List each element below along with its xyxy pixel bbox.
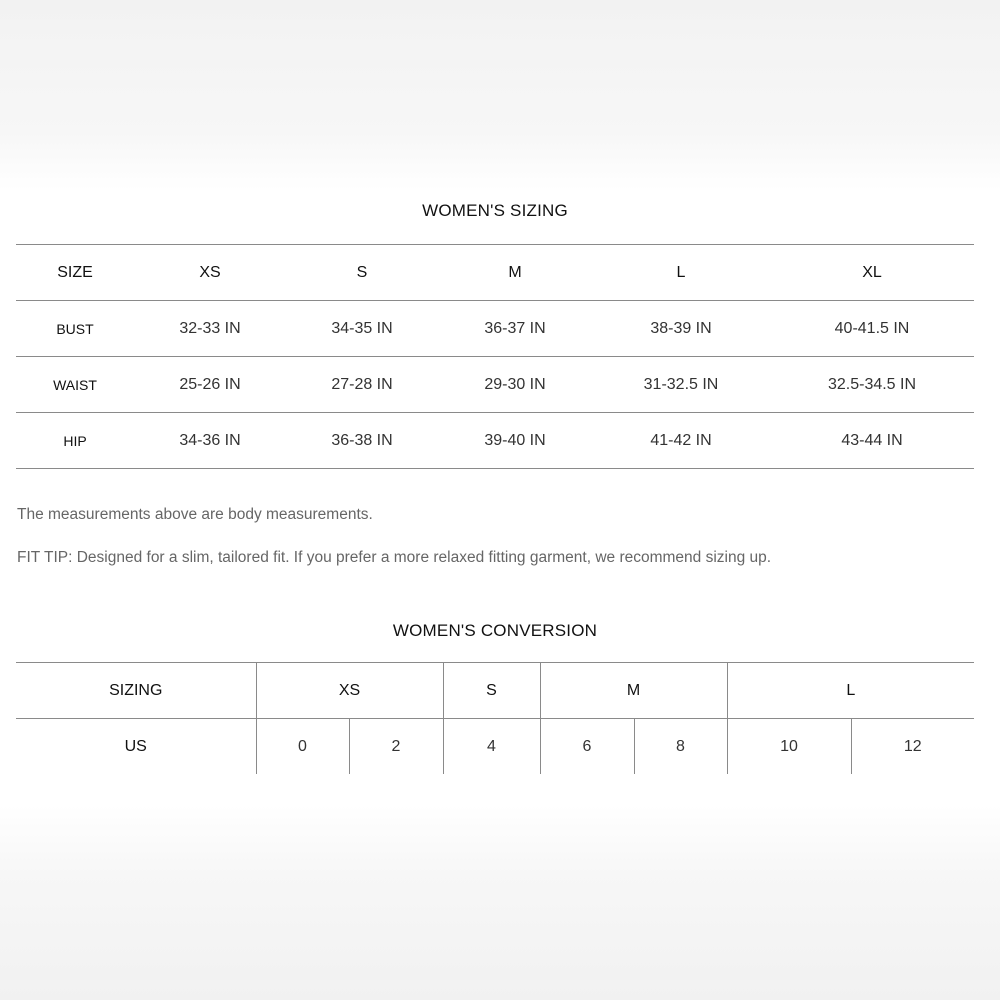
header-xl: XL xyxy=(770,245,974,301)
womens-conversion-title: WOMEN'S CONVERSION xyxy=(392,621,598,640)
table-cell: 4 xyxy=(443,719,540,775)
header-sizing: SIZING xyxy=(16,663,256,719)
table-row-waist xyxy=(16,357,974,413)
header-m: M xyxy=(438,245,592,301)
table-cell: 31-32.5 IN xyxy=(592,357,770,413)
table-cell: 39-40 IN xyxy=(438,413,592,469)
womens-conversion-table xyxy=(16,662,974,774)
table-row-hip xyxy=(16,413,974,469)
header-size: SIZE xyxy=(16,245,134,301)
table-cell: 0 xyxy=(256,719,349,775)
group-m: M xyxy=(540,663,727,719)
row-label: BUST xyxy=(16,301,134,357)
group-l: L xyxy=(727,663,974,719)
table-cell: 12 xyxy=(851,719,974,775)
bottom-fade xyxy=(0,805,1000,1000)
womens-sizing-title: WOMEN'S SIZING xyxy=(422,201,568,220)
table-cell: 6 xyxy=(540,719,634,775)
table-cell: 32.5-34.5 IN xyxy=(770,357,974,413)
womens-sizing-table xyxy=(16,244,974,469)
table-cell: 25-26 IN xyxy=(134,357,286,413)
row-label: WAIST xyxy=(16,357,134,413)
header-xs: XS xyxy=(134,245,286,301)
table-cell: 36-38 IN xyxy=(286,413,438,469)
measurements-note: The measurements above are body measurements. xyxy=(17,506,373,523)
group-s: S xyxy=(443,663,540,719)
header-l: L xyxy=(592,245,770,301)
header-s: S xyxy=(286,245,438,301)
table-cell: 8 xyxy=(634,719,727,775)
table-cell: 41-42 IN xyxy=(592,413,770,469)
table-cell: 27-28 IN xyxy=(286,357,438,413)
conversion-header-row xyxy=(16,663,974,719)
table-cell: 34-35 IN xyxy=(286,301,438,357)
table-cell: 38-39 IN xyxy=(592,301,770,357)
table-cell: 10 xyxy=(727,719,851,775)
table-row-bust xyxy=(16,301,974,357)
row-label: HIP xyxy=(16,413,134,469)
fit-tip-note: FIT TIP: Designed for a slim, tailored fit. If you prefer a more relaxed fitting garment, we recommend sizing up. xyxy=(17,549,772,566)
sizing-header-row xyxy=(16,245,974,301)
table-cell: 36-37 IN xyxy=(438,301,592,357)
table-cell: 43-44 IN xyxy=(770,413,974,469)
top-fade xyxy=(0,0,1000,190)
table-cell: 34-36 IN xyxy=(134,413,286,469)
row-label: US xyxy=(124,737,147,755)
table-cell: 2 xyxy=(349,719,443,775)
table-cell: 32-33 IN xyxy=(134,301,286,357)
table-row-us xyxy=(16,719,974,775)
group-xs: XS xyxy=(256,663,443,719)
table-cell: 29-30 IN xyxy=(438,357,592,413)
table-cell: 40-41.5 IN xyxy=(770,301,974,357)
